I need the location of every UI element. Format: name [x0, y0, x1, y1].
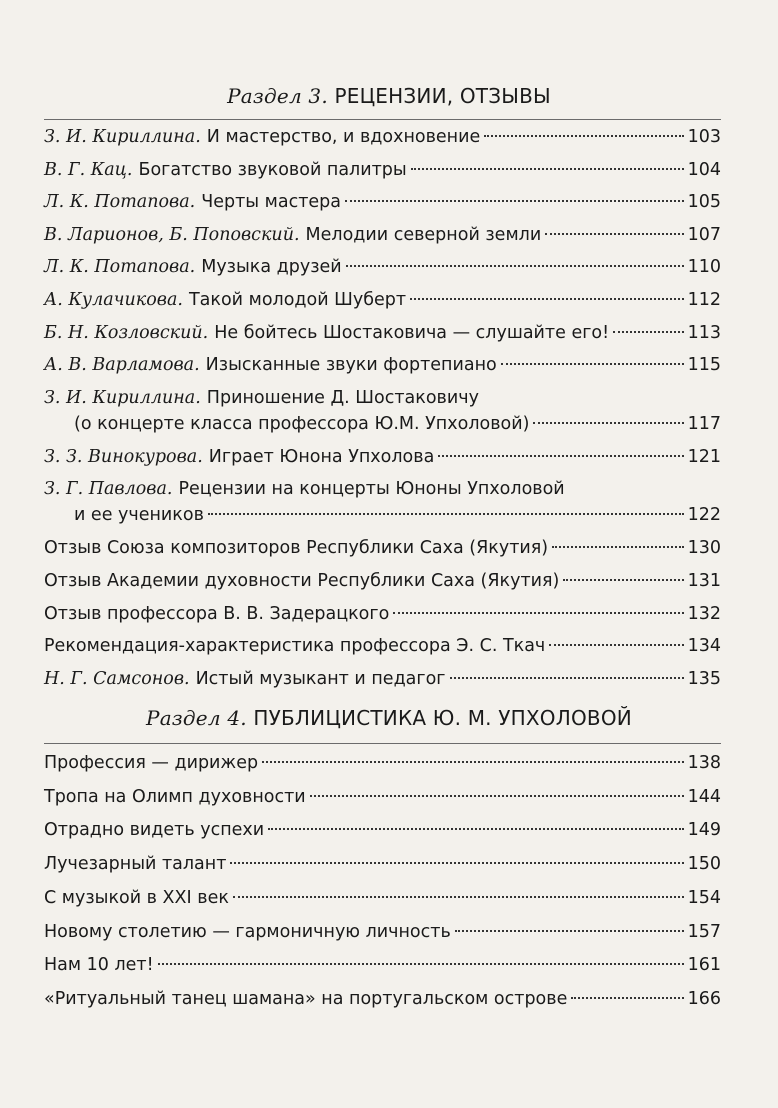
toc-entry [44, 986, 721, 1012]
leader-dots [613, 331, 683, 333]
leader-dots [563, 579, 683, 581]
leader-dots [484, 135, 683, 137]
entry-author: Л. К. Потапова. [44, 257, 196, 278]
toc-entry [44, 254, 721, 280]
leader-dots [233, 896, 684, 898]
toc-entry [44, 352, 721, 378]
section-3-heading [0, 84, 778, 108]
toc-entry [44, 601, 721, 627]
section-4-top-rule [44, 743, 721, 744]
entry-page-number: 144 [687, 786, 721, 807]
toc-entry [44, 444, 721, 470]
entry-author: З. Г. Павлова. [44, 479, 173, 500]
entry-title-continued: (о концерте класса профессора Ю.М. Упхоловой) [74, 413, 530, 434]
leader-dots [345, 200, 684, 202]
toc-entry [44, 919, 721, 945]
entry-author: А. Кулачикова. [44, 290, 183, 310]
leader-dots [438, 455, 683, 457]
section-3-title: РЕЦЕНЗИИ, ОТЗЫВЫ [334, 84, 551, 108]
entry-page-number: 134 [687, 636, 721, 657]
entry-title: Новому столетию — гармоничную личность [44, 921, 451, 942]
toc-entry [44, 568, 721, 594]
toc-entry [44, 124, 721, 150]
entry-page-number: 131 [687, 571, 721, 591]
entry-page-number: 112 [687, 290, 721, 310]
leader-dots [310, 795, 684, 797]
toc-entry [44, 189, 721, 215]
leader-dots [455, 930, 684, 932]
toc-entry [44, 817, 721, 843]
section-3-top-rule [44, 119, 721, 120]
toc-entry [44, 885, 721, 911]
entry-page-number: 115 [687, 355, 721, 376]
toc-entry [44, 320, 721, 346]
entry-page-number: 103 [687, 127, 721, 147]
entry-page-number: 113 [687, 322, 721, 343]
leader-dots [158, 963, 684, 965]
entry-author: З. И. Кириллина. [44, 387, 201, 408]
toc-entry [44, 666, 721, 692]
entry-title: Рекомендация-характеристика профессора Э. С. Ткач [44, 636, 546, 657]
entry-title: Такой молодой Шуберт [188, 290, 407, 310]
section-4-heading [0, 706, 778, 730]
entry-page-number: 121 [687, 446, 721, 467]
toc-entry [44, 385, 721, 437]
leader-dots [208, 513, 684, 515]
toc-entry [44, 633, 721, 659]
entry-author: В. Г. Кац. [44, 159, 133, 180]
entry-title-continued: и ее учеников [74, 505, 204, 526]
section-3-label: Раздел 3. [227, 84, 328, 108]
entry-title: Истый музыкант и педагог [195, 668, 446, 689]
entry-title: Богатство звуковой палитры [138, 159, 407, 180]
entry-title: С музыкой в XXI век [44, 887, 229, 908]
leader-dots [533, 422, 683, 424]
entry-page-number: 104 [687, 159, 721, 180]
leader-dots [268, 828, 683, 830]
section-4-title: ПУБЛИЦИСТИКА Ю. М. УПХОЛОВОЙ [253, 706, 632, 730]
entry-title: Рецензии на концерты Юноны Упхоловой [178, 479, 565, 500]
leader-dots [346, 265, 684, 267]
leader-dots [450, 677, 684, 679]
entry-title: И мастерство, и вдохновение [206, 127, 481, 147]
entry-page-number: 110 [687, 257, 721, 278]
entry-title: Приношение Д. Шостаковичу [206, 387, 479, 408]
toc-entry [44, 952, 721, 978]
entry-page-number: 135 [687, 668, 721, 689]
entry-page-number: 149 [687, 820, 721, 841]
entry-title: Отзыв Академии духовности Республики Саха (Якутия) [44, 571, 560, 591]
leader-dots [501, 363, 684, 365]
entry-page-number: 105 [687, 192, 721, 213]
entry-page-number: 161 [687, 955, 721, 976]
toc-entry [44, 222, 721, 248]
section-4-label: Раздел 4. [146, 706, 247, 730]
toc-entry [44, 750, 721, 776]
entry-title: Лучезарный талант [44, 854, 227, 875]
entry-title: Играет Юнона Упхолова [208, 446, 435, 467]
leader-dots [571, 997, 683, 999]
entry-title: Черты мастера [201, 192, 342, 213]
entry-page-number: 138 [687, 753, 721, 773]
entry-page-number: 154 [687, 887, 721, 908]
entry-page-number: 150 [687, 854, 721, 875]
entry-title: Тропа на Олимп духовности [44, 786, 306, 807]
entry-author: Н. Г. Самсонов. [44, 668, 190, 689]
leader-dots [545, 233, 683, 235]
entry-title: Не бойтесь Шостаковича — слушайте его! [214, 322, 610, 343]
entry-title: Отзыв профессора В. В. Задерацкого [44, 603, 390, 624]
entry-page-number: 107 [687, 224, 721, 245]
leader-dots [549, 644, 683, 646]
entry-author: З. И. Кириллина. [44, 127, 201, 147]
leader-dots [552, 546, 683, 548]
entry-author: З. З. Винокурова. [44, 446, 203, 467]
entry-page-number: 157 [687, 921, 721, 942]
entry-author: Л. К. Потапова. [44, 192, 196, 213]
entry-author: Б. Н. Козловский. [44, 322, 209, 343]
entry-page-number: 122 [687, 505, 721, 526]
entry-page-number: 132 [687, 603, 721, 624]
entry-author: В. Ларионов, Б. Поповский. [44, 224, 300, 245]
leader-dots [411, 168, 684, 170]
leader-dots [393, 612, 683, 614]
entry-title: Музыка друзей [201, 257, 342, 278]
toc-entry [44, 287, 721, 313]
entry-title: Отрадно видеть успехи [44, 820, 265, 841]
entry-title: Отзыв Союза композиторов Республики Саха (Якутия) [44, 538, 549, 559]
entry-title: Изысканные звуки фортепиано [205, 355, 497, 376]
toc-entry [44, 157, 721, 183]
toc-entry [44, 535, 721, 561]
toc-entry [44, 784, 721, 810]
entry-title: «Ритуальный танец шамана» на португальском острове [44, 988, 568, 1009]
entry-title: Мелодии северной земли [305, 224, 542, 245]
entry-author: А. В. Варламова. [44, 355, 200, 376]
entry-title: Профессия — дирижер [44, 753, 259, 773]
entry-page-number: 130 [687, 538, 721, 559]
leader-dots [410, 298, 684, 300]
entry-page-number: 117 [687, 413, 721, 434]
toc-entry [44, 851, 721, 877]
leader-dots [230, 862, 683, 864]
toc-entry [44, 476, 721, 528]
entry-page-number: 166 [687, 988, 721, 1009]
entry-title: Нам 10 лет! [44, 955, 154, 976]
leader-dots [262, 761, 684, 763]
